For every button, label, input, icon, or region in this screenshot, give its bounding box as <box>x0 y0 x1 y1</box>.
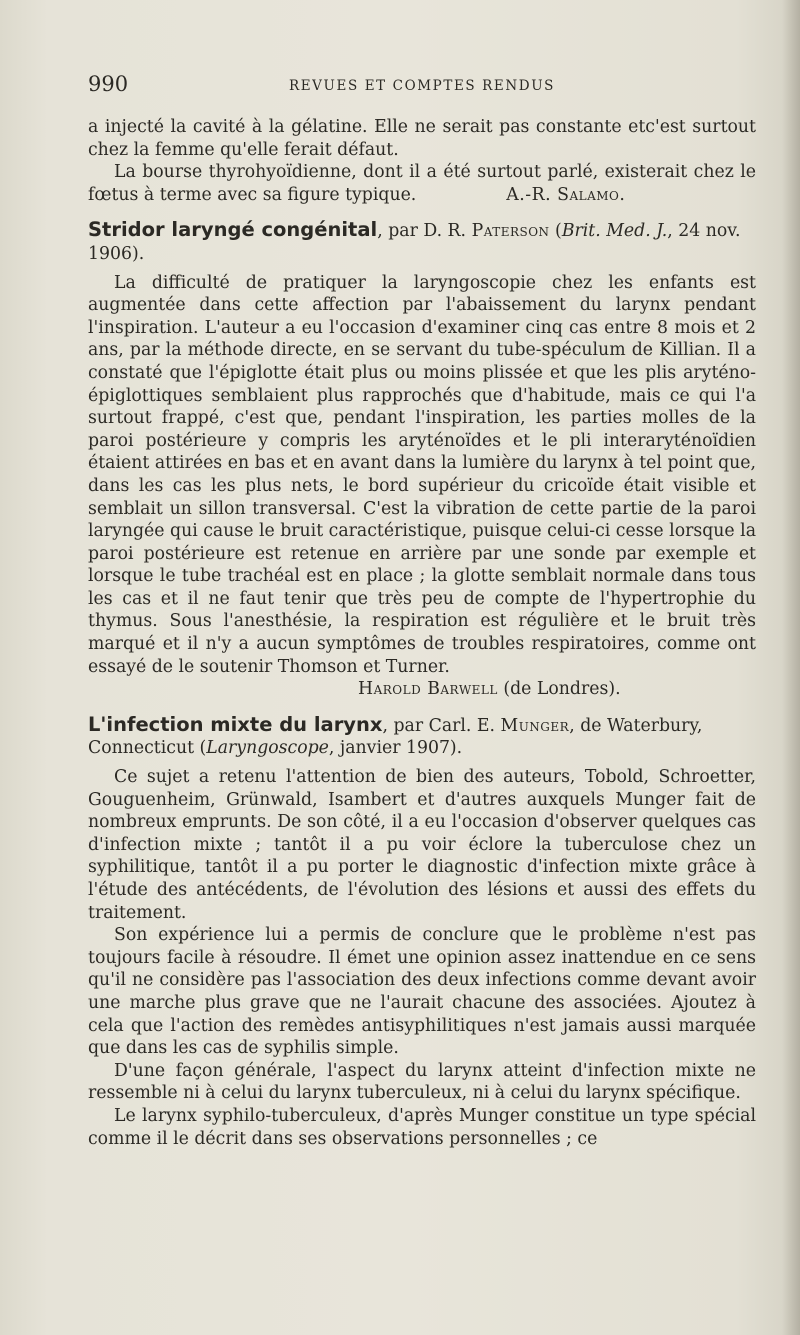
author-name: Paterson <box>471 221 550 242</box>
paragraph-text: La bourse thyrohyoïdienne, dont il a été surtout parlé, existerait chez le fœtus à terme avec sa figure typique. <box>88 162 756 205</box>
page-binding-shadow <box>782 0 800 1335</box>
journal-name: Laryngoscope <box>206 738 329 759</box>
page-body <box>88 116 756 1150</box>
page-number: 990 <box>88 72 129 96</box>
signature: A.-R. Salamo. <box>506 184 626 205</box>
journal-name: Brit. Med. J. <box>561 221 668 242</box>
paragraph: Le larynx syphilo-tuberculeux, d'après Munger constitue un type spécial comme il le décrit dans ses observations personnelles ; ce <box>88 1105 756 1149</box>
signature-place: (de Londres). <box>497 679 621 700</box>
article-title: L'infection mixte du larynx <box>88 712 383 736</box>
paragraph: a injecté la cavité à la gélatine. Elle ne serait pas constante etc'est surtout chez la femme qu'elle ferait défaut. <box>88 117 756 160</box>
paragraph: D'une façon générale, l'aspect du larynx atteint d'infection mixte ne ressemble ni à celui du larynx tuberculeux, ni à celui du larynx spécifique. <box>88 1060 756 1104</box>
page-header <box>88 72 756 102</box>
article-title: Stridor laryngé congénital <box>88 218 378 242</box>
author-name: Munger <box>500 715 570 736</box>
signature <box>358 678 756 701</box>
paragraph: Son expérience lui a permis de conclure que le problème n'est pas toujours facile à résoudre. Il émet une opinion assez inattendue en ce sens qu'il ne considère pas l'association des deux infections comme devant avoir une marche plus grave que ne l'aurait chacune des associées. Ajoutez à cela que l'action des remèdes antisyphilitiques n'est jamais aussi marquée que dans les cas de syphilis simple. <box>88 925 756 1059</box>
paragraph <box>88 161 756 206</box>
running-head: REVUES ET COMPTES RENDUS <box>288 78 556 94</box>
signature-name: Harold Barwell <box>358 679 498 700</box>
article-heading: L'infection mixte du larynx, par Carl. E. Munger, de Waterbury, Connecticut (Laryngoscope, janvier 1907). <box>88 712 703 759</box>
article-heading: Stridor laryngé congénital, par D. R. Paterson (Brit. Med. J., 24 nov. 1906). <box>88 218 741 264</box>
paragraph: La difficulté de pratiquer la laryngoscopie chez les enfants est augmentée dans cette affection par l'abaissement du larynx pendant l'inspiration. L'auteur a eu l'occasion d'examiner cinq cas entre 8 mois et 2 ans, par la méthode directe, en se servant du tube-spéculum de Killian. Il a constaté que l'épiglotte était plus ou moins plissée et que les plis aryténo-épiglottiques semblaient plus rapprochés que d'habitude, mais ce qui l'a surtout frappé, c'est que, pendant l'inspiration, les parties molles de la paroi postérieure y compris les aryténoïdes et le pli interaryténoïdien étaient attirées en bas et en avant dans la lumière du larynx à tel point que, dans les cas les plus nets, le bord supérieur du cricoïde était visible et semblait un sillon transversal. C'est la vibration de cette partie de la paroi laryngée qui cause le bruit caractéristique, puisque celui-ci cesse lorsque la paroi postérieure est retenue en arrière par une sonde par exemple et lorsque le tube trachéal est en place ; la glotte semblait normale dans tous les cas et il ne faut tenir que très peu de compte de l'hypertrophie du thymus. Sous l'anesthésie, la respiration est régulière et le bruit très marqué et il n'y a aucun symptômes de troubles respiratoires, comme ont essayé de le soutenir Thomson et Turner. <box>88 272 756 677</box>
paragraph: Ce sujet a retenu l'attention de bien des auteurs, Tobold, Schroetter, Gouguenheim, Grünwald, Isambert et d'autres auxquels Munger fait de nombreux emprunts. De son côté, il a eu l'occasion d'observer quelques cas d'infection mixte ; tantôt il a pu voir éclore la tuberculose chez un syphilitique, tantôt il a pu porter le diagnostic d'infection mixte grâce à l'étude des antécédents, de l'évolution des lésions et aussi des effets du traitement. <box>88 767 756 923</box>
